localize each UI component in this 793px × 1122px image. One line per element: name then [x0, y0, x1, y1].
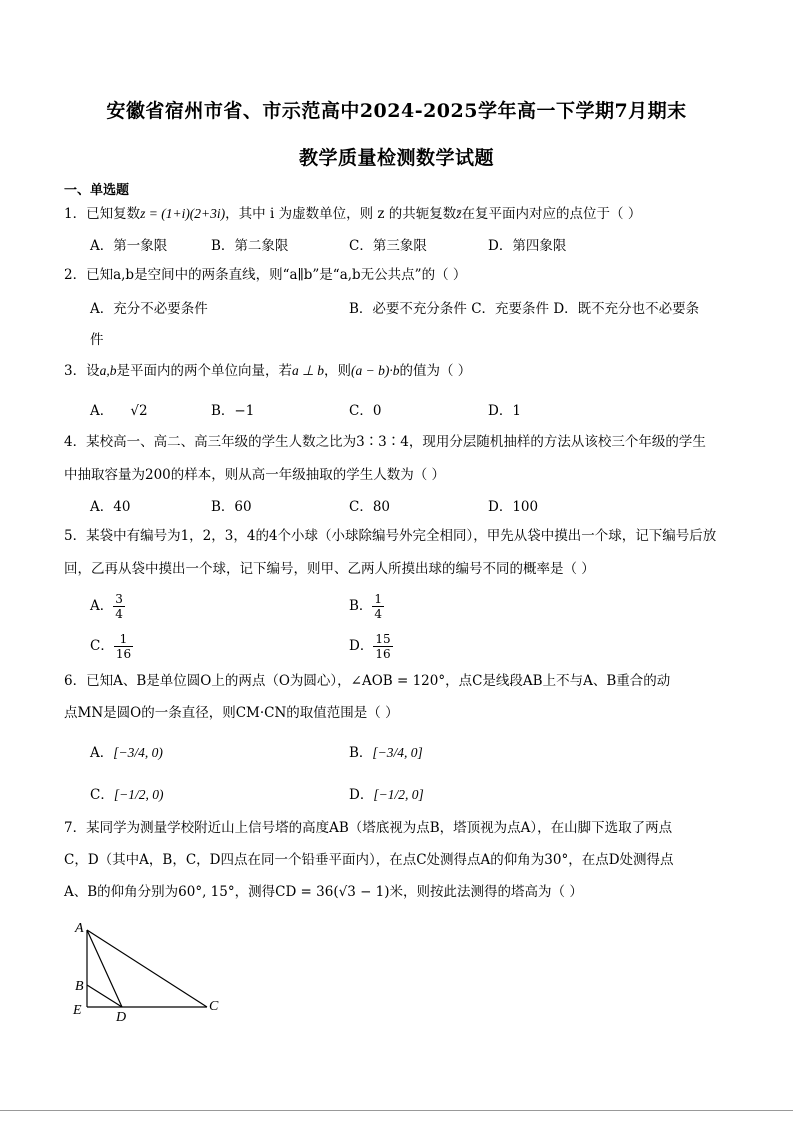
question-4-line-1: 4．某校高一、高二、高三年级的学生人数之比为3∶3∶4，现用分层随机抽样的方法从该校三个年级的学生 — [64, 434, 706, 450]
title-line-2: 教学质量检测数学试题 — [298, 147, 494, 169]
q6-option-d: D．[−1/2, 0] — [349, 787, 424, 803]
q5-a-denominator: 4 — [115, 607, 123, 621]
q6-a-interval: [−3/4, 0) — [113, 745, 163, 760]
q6-option-b: B．[−3/4, 0] — [349, 745, 423, 761]
q1-option-b: B．第二象限 — [211, 238, 289, 254]
question-3-stem: 3．设a,b是平面内的两个单位向量，若a ⊥ b，则(a − b)·b的值为（ ） — [64, 363, 472, 379]
q7-figure — [70, 915, 230, 1025]
question-2-stem: 2．已知a,b是空间中的两条直线，则“a∥b”是“a,b无公共点”的（ ） — [64, 267, 467, 283]
question-7-line-1: 7．某同学为测量学校附近山上信号塔的高度AB（塔底视为点B，塔顶视为点A），在山脚下选取了两点 — [64, 820, 673, 836]
q6-c-interval: [−1/2, 0) — [113, 787, 164, 802]
q6-option-a: A．[−3/4, 0) — [90, 745, 163, 761]
page-bottom-rule — [0, 1110, 793, 1111]
q4-option-a: A．40 — [90, 499, 131, 515]
q3-option-a-value: √2 — [130, 403, 148, 419]
question-1-stem: 1．已知复数z = (1+i)(2+3i)，其中 i 为虚数单位，则 z 的共轭复数z̄在复平面内对应的点位于（ ） — [64, 206, 642, 222]
q1-option-c: C．第三象限 — [349, 238, 427, 254]
q5-d-numerator: 15 — [375, 632, 391, 646]
label-B: B — [75, 979, 84, 994]
question-7-line-3: A、B的仰角分别为60°, 15°，测得CD = 36(√3 − 1)米，则按此法测得的塔高为（ ） — [64, 884, 583, 900]
question-6-line-1: 6．已知A、B是单位圆O上的两点（O为圆心），∠AOB = 120°，点C是线段AB上不与A、B重合的动 — [64, 673, 671, 689]
q6-option-c: C．[−1/2, 0) — [90, 787, 164, 803]
q1-expression: z = (1+i)(2+3i) — [140, 206, 226, 221]
q3-option-a: A． √2 — [90, 403, 148, 419]
q3-option-c: C．0 — [349, 403, 382, 419]
q5-a-numerator: 3 — [115, 592, 123, 606]
q3-option-b: B．−1 — [211, 403, 255, 419]
q5-d-denominator: 16 — [375, 647, 391, 661]
question-5-line-2: 回，乙再从袋中摸出一个球，记下编号，则甲、乙两人所摸出球的编号不同的概率是（ ） — [64, 561, 595, 577]
q1-conjugate: z̄ — [456, 206, 462, 221]
q6-d-interval: [−1/2, 0] — [373, 787, 424, 802]
q5-c-numerator: 1 — [114, 632, 133, 647]
section-heading: 一、单选题 — [64, 183, 130, 198]
q3-condition: a ⊥ b — [291, 363, 324, 378]
question-5-line-1: 5．某袋中有编号为1，2，3，4的4个小球（小球除编号外完全相同），甲先从袋中摸出一个球，记下编号后放 — [64, 528, 717, 544]
label-D: D — [116, 1010, 127, 1025]
q5-b-denominator: 4 — [374, 607, 383, 621]
question-6-line-2: 点MN是圆O的一条直径，则CM·CN的取值范围是（ ） — [64, 705, 399, 721]
q3-option-b-value: −1 — [234, 403, 255, 419]
q5-b-numerator: 1 — [374, 592, 383, 606]
label-E: E — [73, 1003, 82, 1018]
q1-option-a: A．第一象限 — [90, 238, 168, 254]
q5-option-d: D． $\frac{15}{16}$ — [349, 632, 391, 661]
question-4-line-2: 中抽取容量为200的样本，则从高一年级抽取的学生人数为（ ） — [64, 467, 446, 483]
label-C: C — [209, 999, 219, 1014]
q4-option-c: C．80 — [349, 499, 391, 515]
title-line-1: 安徽省宿州市省、市示范高中2024-2025学年高一下学期7月期末 — [106, 100, 687, 122]
q5-option-b: B． $\frac{1}{4}$ — [349, 592, 383, 621]
q5-c-denominator: 16 — [115, 647, 132, 661]
q6-b-interval: [−3/4, 0] — [372, 745, 423, 760]
q2-option-bcd: B．必要不充分条件 C．充要条件 D．既不充分也不必要条 — [349, 301, 700, 317]
q4-option-b: B．60 — [211, 499, 252, 515]
q2-option-d-continued: 件 — [90, 332, 104, 348]
q3-expression: (a − b)·b — [350, 363, 400, 378]
q3-option-d: D．1 — [488, 403, 521, 419]
q5-option-c: C． $\frac{1}{16}$ — [90, 632, 132, 661]
q2-option-a: A．充分不必要条件 — [90, 301, 208, 317]
q3-vectors: a,b — [99, 363, 117, 378]
label-A: A — [75, 921, 84, 936]
q5-option-a: A． $\frac{3}{4}$ — [90, 592, 123, 621]
q4-option-d: D．100 — [488, 499, 539, 515]
q1-option-d: D．第四象限 — [488, 238, 567, 254]
question-7-line-2: C，D（其中A，B，C，D四点在同一个铅垂平面内），在点C处测得点A的仰角为30°，在点D处测得点 — [64, 852, 674, 868]
